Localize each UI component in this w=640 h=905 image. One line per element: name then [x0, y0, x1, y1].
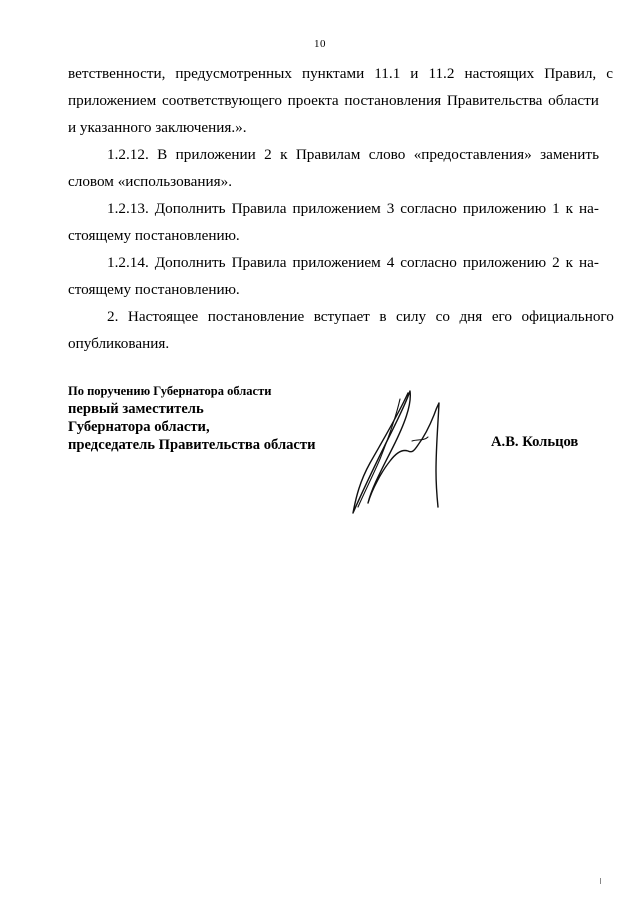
page-number: 10	[314, 38, 326, 50]
word: Правилам	[295, 146, 361, 163]
word: «предоставления»	[413, 146, 532, 163]
paragraph-2-line-2: словом «использования».	[68, 173, 233, 190]
word: проекта	[287, 92, 339, 109]
scan-mark	[600, 878, 601, 884]
word: настоящих	[464, 65, 535, 82]
word: в	[379, 308, 387, 325]
signature-position-3: председатель Правительства области	[68, 437, 316, 453]
word: с	[606, 65, 613, 82]
word: приложением	[292, 254, 381, 271]
word: силу	[396, 308, 427, 325]
paragraph-3-line-2: стоящему постановлению.	[68, 227, 240, 244]
word: слово	[368, 146, 406, 163]
word: приложением	[292, 200, 381, 217]
paragraph-1-line-1	[68, 65, 613, 83]
word: Дополнить	[154, 200, 226, 217]
signature-position-2: Губернатора области,	[68, 419, 210, 435]
word: и	[410, 65, 419, 82]
word: постановления	[344, 92, 442, 109]
word: 1	[552, 200, 560, 217]
word: 1.2.13.	[107, 200, 149, 217]
word: вступает	[313, 308, 370, 325]
paragraph-1-line-2	[68, 92, 599, 110]
word: Правила	[231, 200, 287, 217]
word: со	[435, 308, 450, 325]
paragraph-2-line-1	[107, 146, 599, 164]
word: согласно	[400, 200, 457, 217]
word: Правила	[231, 254, 287, 271]
word: 11.2	[428, 65, 455, 82]
paragraph-3-line-1	[107, 200, 599, 218]
paragraph-5-line-2: опубликования.	[68, 335, 170, 352]
word: Настоящее	[127, 308, 199, 325]
word: предусмотренных	[175, 65, 292, 82]
word: к	[565, 254, 574, 271]
handwritten-signature	[338, 385, 468, 520]
word: официального	[521, 308, 614, 325]
word: области	[548, 92, 599, 109]
word: согласно	[400, 254, 457, 271]
signature-block	[68, 383, 315, 454]
signature-position-1: первый заместитель	[68, 401, 204, 417]
paragraph-4-line-2: стоящему постановлению.	[68, 281, 240, 298]
word: заменить	[540, 146, 599, 163]
word: 2	[552, 254, 560, 271]
word: 2	[264, 146, 272, 163]
word: 2.	[107, 308, 119, 325]
word: пунктами	[301, 65, 365, 82]
paragraph-4-line-1	[107, 254, 599, 272]
word: его	[491, 308, 512, 325]
paragraph-5-line-1	[107, 308, 614, 326]
word: приложении	[175, 146, 256, 163]
paragraph-1-line-3: и указанного заключения.».	[68, 119, 247, 136]
word: постановление	[207, 308, 305, 325]
word: 3	[386, 200, 395, 217]
word: к	[565, 200, 574, 217]
word: 1.2.14.	[107, 254, 149, 271]
word: на-	[579, 200, 599, 217]
word: 4	[386, 254, 395, 271]
word: приложением	[68, 92, 157, 109]
word: Правительства	[446, 92, 543, 109]
word: соответствующего	[162, 92, 282, 109]
word: 11.1	[374, 65, 401, 82]
signer-name: А.В. Кольцов	[491, 434, 579, 450]
word: приложению	[462, 254, 547, 271]
word: приложению	[462, 200, 547, 217]
word: на-	[579, 254, 599, 271]
signature-on-behalf: По поручению Губернатора области	[68, 384, 272, 398]
word: к	[280, 146, 288, 163]
word: Правил,	[544, 65, 597, 82]
word: дня	[459, 308, 483, 325]
word: ветственности,	[68, 65, 166, 82]
word: Дополнить	[154, 254, 226, 271]
word: 1.2.12.	[107, 146, 149, 163]
word: В	[157, 146, 168, 163]
